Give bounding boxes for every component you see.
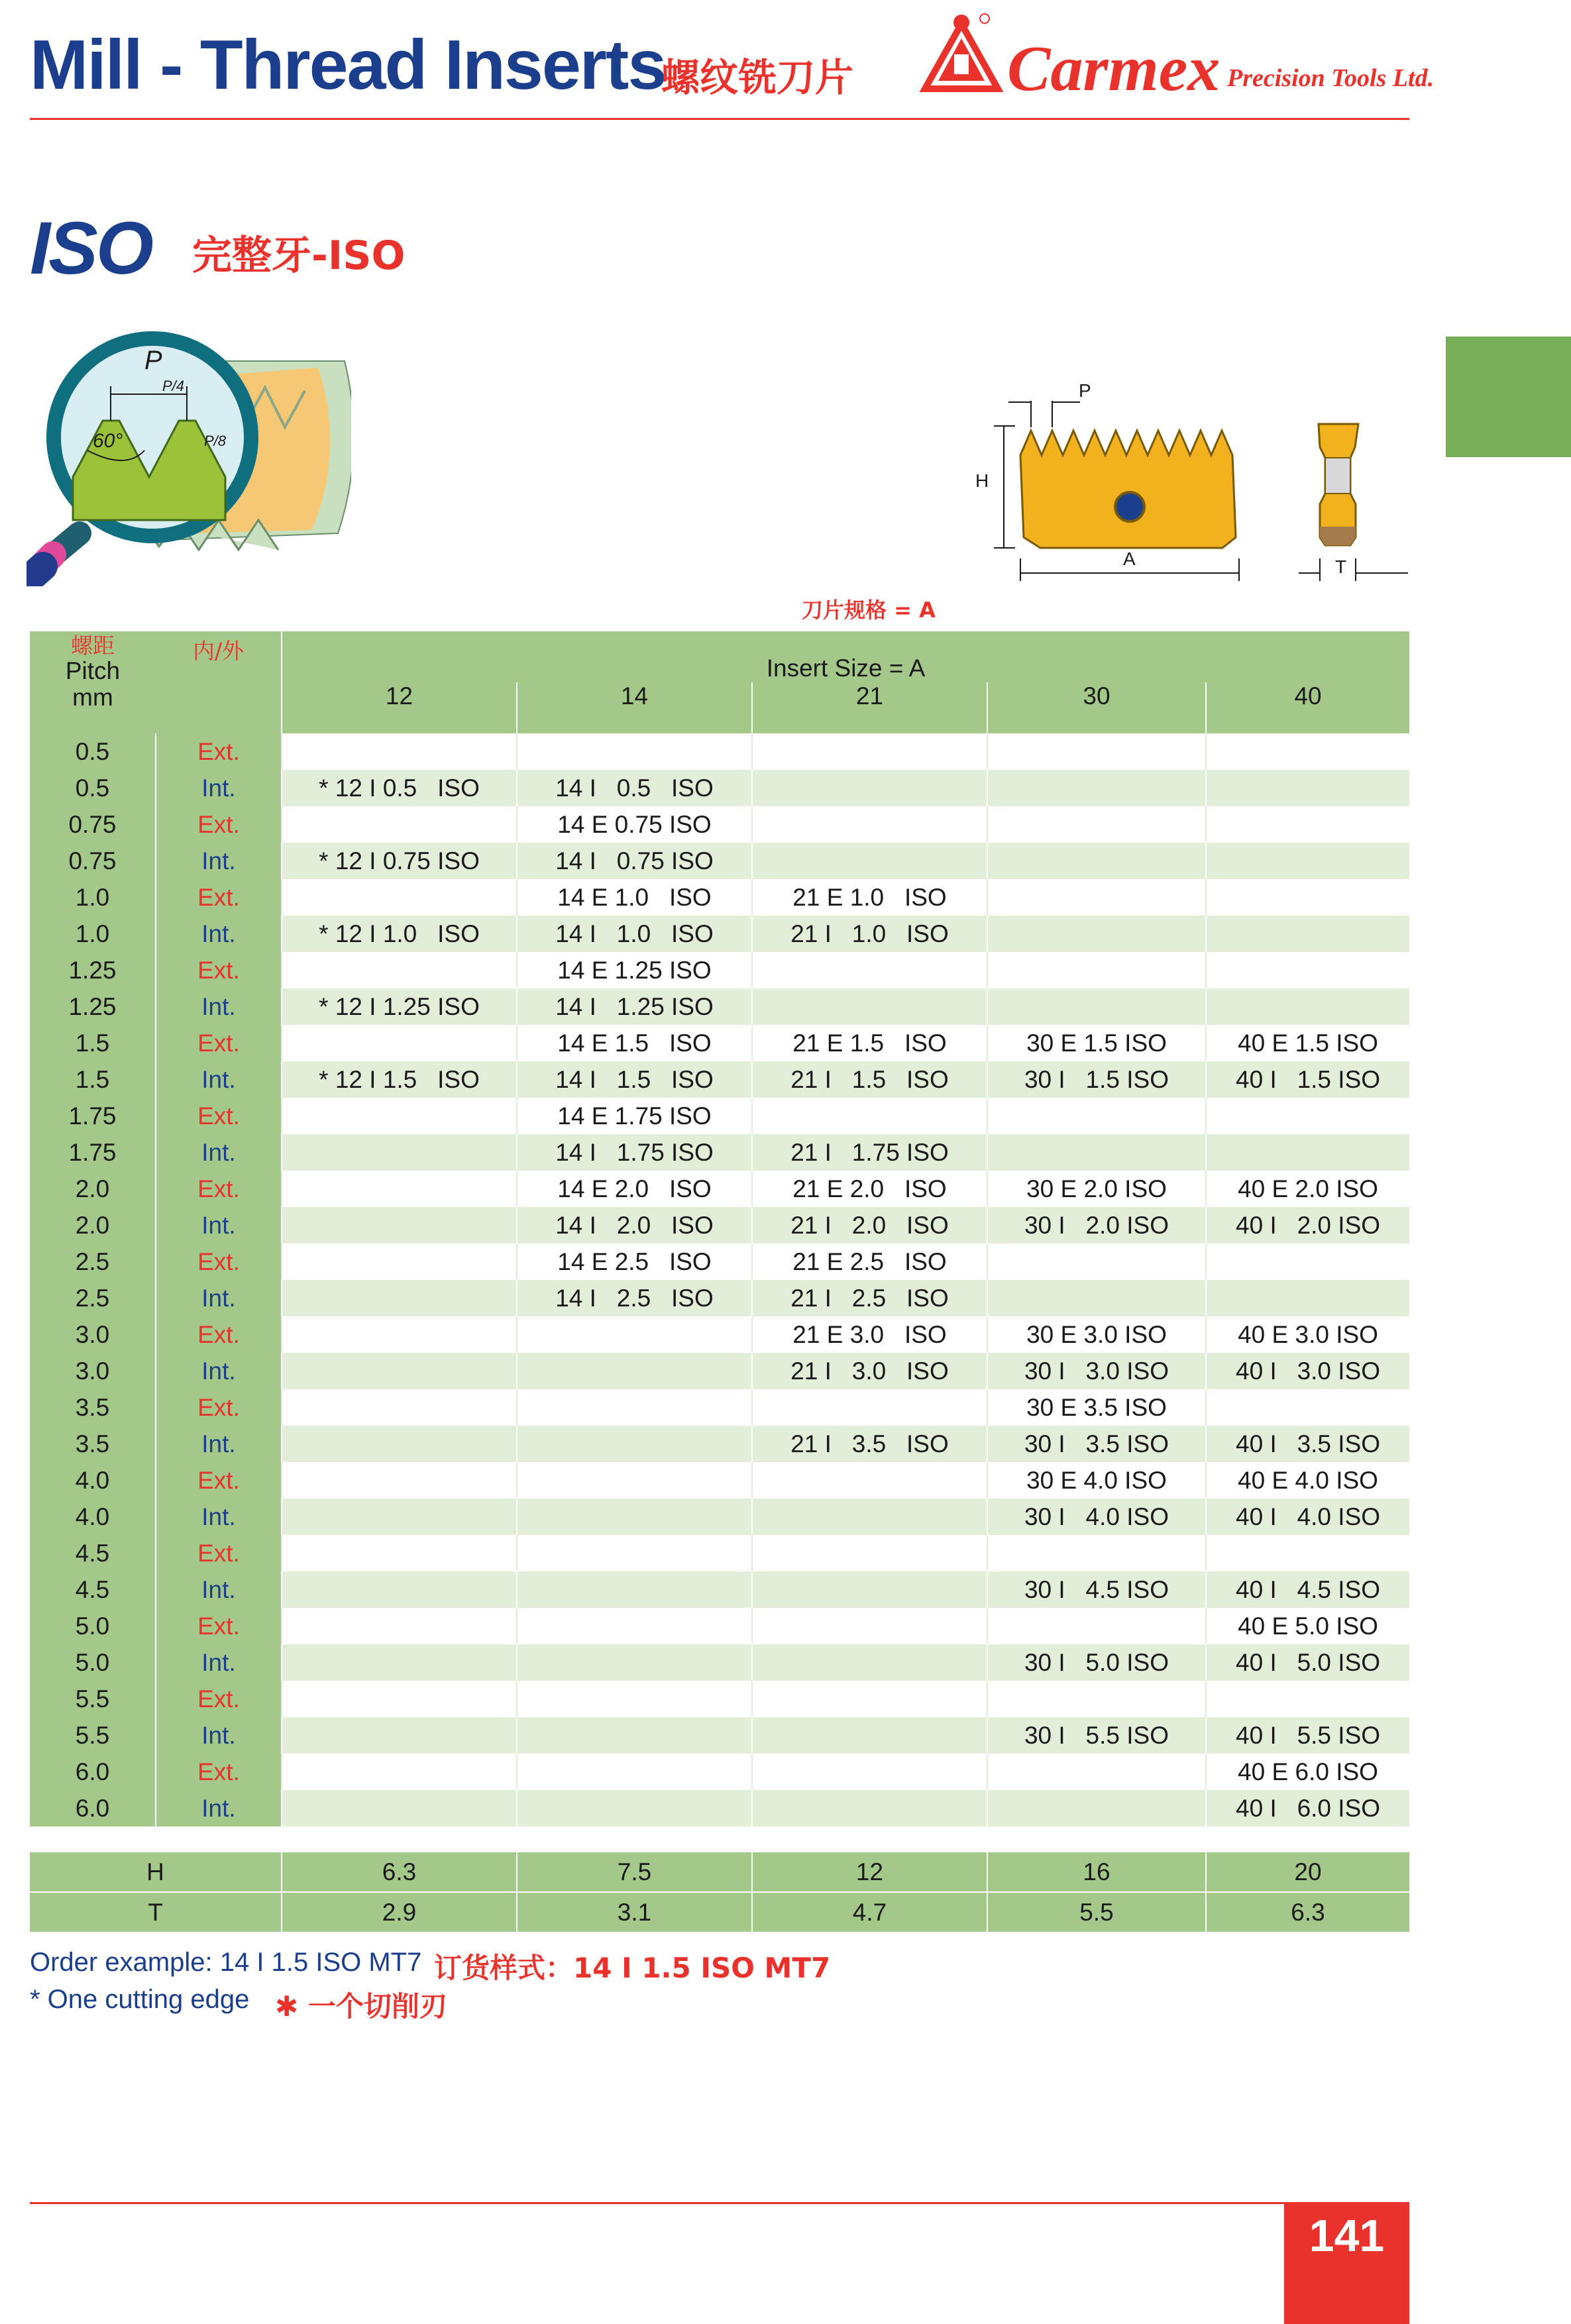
insert-size-col-21: 21 [752,682,987,733]
pitch-cell: 1.5 [30,1061,156,1098]
insert-code-cell [517,1681,752,1717]
insert-code-cell [752,806,987,843]
table-row [30,1207,1409,1243]
insert-code-cell [987,879,1206,916]
insert-code-cell: 40 I 3.5 ISO [1206,1426,1409,1462]
insert-code-cell [752,1389,987,1426]
insert-code-cell: 14 I 1.0 ISO [517,916,752,952]
type-cell: Int. [156,1353,282,1389]
t-value-cell: 2.9 [282,1892,517,1932]
insert-code-cell: 14 E 0.75 ISO [517,806,752,843]
type-cell: Int. [156,1571,282,1608]
insert-code-cell [517,1353,752,1389]
insert-code-cell: 40 I 5.0 ISO [1206,1644,1409,1681]
insert-code-cell: 21 I 1.5 ISO [752,1061,987,1098]
insert-code-cell [282,1499,517,1535]
insert-code-cell [517,1608,752,1644]
type-cell: Int. [156,1499,282,1535]
type-cell: Int. [156,1061,282,1098]
header-divider [30,118,1409,120]
insert-code-cell: 40 I 1.5 ISO [1206,1061,1409,1098]
type-cell: Ext. [156,733,282,770]
pitch-cell: 2.5 [30,1243,156,1280]
insert-code-cell: * 12 I 1.5 ISO [282,1061,517,1098]
insert-size-col-14: 14 [517,682,752,733]
insert-code-cell: * 12 I 0.5 ISO [282,770,517,806]
insert-code-cell [282,1717,517,1754]
t-row-label: T [30,1892,282,1932]
insert-code-cell: 14 I 1.25 ISO [517,988,752,1025]
insert-code-cell [1206,1389,1409,1426]
pitch-cell: 4.0 [30,1462,156,1499]
insert-code-cell: 14 I 1.5 ISO [517,1061,752,1098]
insert-code-cell [282,1426,517,1462]
insert-code-cell [987,916,1206,952]
insert-code-cell [1206,879,1409,916]
insert-code-cell: 30 E 4.0 ISO [987,1462,1206,1499]
table-row [30,1025,1409,1061]
insert-code-cell: 14 E 2.0 ISO [517,1171,752,1207]
thread-p8-label: P/8 [204,433,227,449]
pitch-cell: 2.0 [30,1207,156,1243]
insert-code-cell [987,1243,1206,1280]
insert-code-cell: * 12 I 1.0 ISO [282,916,517,952]
insert-code-cell [282,1243,517,1280]
t-value-cell: 3.1 [517,1892,752,1932]
pitch-cell: 0.5 [30,733,156,770]
insert-code-cell [987,1754,1206,1790]
insert-code-cell [1206,916,1409,952]
insert-code-cell [752,1790,987,1826]
insert-code-cell [1206,952,1409,988]
insert-code-cell: 21 E 2.0 ISO [752,1171,987,1207]
insert-code-cell [987,1134,1206,1171]
brand-name: Carmex [1007,33,1220,105]
thread-pitch-label: P [144,346,162,375]
insert-code-cell: 21 E 3.0 ISO [752,1316,987,1353]
insert-code-cell [1206,1280,1409,1316]
insert-code-cell [1206,1098,1409,1134]
insert-code-cell [282,1681,517,1717]
insert-code-cell [752,1608,987,1644]
table-row [30,1717,1409,1754]
insert-code-cell [282,1098,517,1134]
type-cell: Ext. [156,1025,282,1061]
pitch-cell: 6.0 [30,1790,156,1826]
insert-code-cell [1206,1535,1409,1571]
insert-size-label-cn: 刀片规格 = A [802,598,936,623]
insert-code-cell [752,1098,987,1134]
insert-code-cell [987,806,1206,843]
insert-code-cell: 30 I 4.0 ISO [987,1499,1206,1535]
insert-code-cell [752,1499,987,1535]
insert-code-cell [1206,1681,1409,1717]
insert-code-cell: 30 E 3.5 ISO [987,1389,1206,1426]
pitch-cell: 4.5 [30,1571,156,1608]
insert-size-col-12: 12 [282,682,517,733]
insert-code-cell [282,1280,517,1316]
table-row [30,1134,1409,1171]
insert-code-cell: 40 I 4.0 ISO [1206,1499,1409,1535]
brand-subtitle: Precision Tools Ltd. [1227,64,1435,92]
type-cell: Int. [156,770,282,806]
insert-code-cell [517,1535,752,1571]
type-cell: Ext. [156,1681,282,1717]
insert-code-cell [1206,770,1409,806]
insert-code-cell: 21 I 3.0 ISO [752,1353,987,1389]
section-title-cn: 完整牙-ISO [192,233,406,279]
t-value-cell: 6.3 [1206,1892,1409,1932]
insert-code-cell [282,1353,517,1389]
type-cell: Ext. [156,1535,282,1571]
pitch-cell: 3.5 [30,1389,156,1426]
type-cell: Int. [156,1717,282,1754]
insert-code-cell [517,1571,752,1608]
insert-code-cell [282,1754,517,1790]
table-row [30,1754,1409,1790]
type-cell: Ext. [156,879,282,916]
insert-code-cell [517,1644,752,1681]
type-cell: Int. [156,1790,282,1826]
insert-code-cell: 40 E 6.0 ISO [1206,1754,1409,1790]
insert-code-cell: 14 I 2.0 ISO [517,1207,752,1243]
insert-code-cell: 21 I 1.0 ISO [752,916,987,952]
insert-code-cell: 30 I 3.5 ISO [987,1426,1206,1462]
insert-code-cell: 21 I 2.0 ISO [752,1207,987,1243]
insert-code-cell [517,733,752,770]
insert-code-cell [1206,1134,1409,1171]
table-row [30,1061,1409,1098]
pitch-cell: 3.5 [30,1426,156,1462]
insert-code-cell [987,1790,1206,1826]
insert-code-cell [282,1608,517,1644]
insert-code-cell [752,770,987,806]
insert-code-cell [752,988,987,1025]
table-row [30,1389,1409,1426]
insert-code-cell: 30 I 3.0 ISO [987,1353,1206,1389]
insert-code-cell: 40 E 3.0 ISO [1206,1316,1409,1353]
type-cell: Int. [156,1207,282,1243]
type-cell: Ext. [156,1171,282,1207]
insert-code-cell: 40 E 4.0 ISO [1206,1462,1409,1499]
table-row [30,806,1409,843]
pitch-cell: 2.0 [30,1171,156,1207]
order-example-cn: 订货样式：14 I 1.5 ISO MT7 [434,1952,831,1984]
insert-a-label: A [1123,549,1136,569]
insert-code-cell: 14 I 0.5 ISO [517,770,752,806]
insert-p-label: P [1079,380,1091,401]
table-row [30,1280,1409,1316]
carmex-logo-icon [920,12,1003,93]
insert-code-cell: 40 I 4.5 ISO [1206,1571,1409,1608]
type-cell: Ext. [156,1316,282,1353]
insert-code-cell: 14 E 1.25 ISO [517,952,752,988]
insert-code-cell: 21 E 1.5 ISO [752,1025,987,1061]
insert-code-cell [517,1462,752,1499]
insert-code-cell: 14 I 2.5 ISO [517,1280,752,1316]
insert-code-cell: 14 E 1.5 ISO [517,1025,752,1061]
insert-code-cell [517,1499,752,1535]
insert-code-cell [987,843,1206,879]
page-title: Mill - Thread Inserts [30,26,666,104]
insert-code-cell [282,1790,517,1826]
page-title-cn: 螺纹铣刀片 [661,55,854,100]
insert-size-header: Insert Size = A [282,631,1409,682]
insert-code-cell [987,1681,1206,1717]
insert-code-cell: 40 E 5.0 ISO [1206,1608,1409,1644]
h-value-cell: 6.3 [282,1852,517,1892]
pitch-cell: 5.0 [30,1644,156,1681]
type-cell: Int. [156,1426,282,1462]
type-cell: Int. [156,1644,282,1681]
insert-code-cell: 30 E 3.0 ISO [987,1316,1206,1353]
insert-code-cell [282,1207,517,1243]
type-cell: Ext. [156,1462,282,1499]
table-row [30,1353,1409,1389]
pitch-cell: 5.5 [30,1717,156,1754]
insert-code-cell [752,1535,987,1571]
insert-code-cell [1206,988,1409,1025]
type-cell: Int. [156,1134,282,1171]
insert-code-cell [517,1717,752,1754]
thread-p4-label: P/4 [162,378,185,394]
insert-code-cell: 30 I 1.5 ISO [987,1061,1206,1098]
insert-code-cell [1206,1243,1409,1280]
insert-code-cell [1206,733,1409,770]
table-row [30,1171,1409,1207]
int-ext-header: 内/外 [156,631,282,733]
pitch-cell: 4.5 [30,1535,156,1571]
table-row [30,879,1409,916]
footer-divider [30,2202,1409,2204]
insert-code-cell [282,879,517,916]
insert-code-cell [987,1535,1206,1571]
insert-code-cell [987,952,1206,988]
table-row [30,1681,1409,1717]
table-row [30,916,1409,952]
table-row [30,1426,1409,1462]
one-cutting-edge-note: * One cutting edge [30,1985,250,2014]
insert-code-cell [987,770,1206,806]
table-row [30,1644,1409,1681]
insert-code-cell: 40 E 1.5 ISO [1206,1025,1409,1061]
pitch-cell: 1.5 [30,1025,156,1061]
pitch-cell: 1.0 [30,879,156,916]
table-row [30,1499,1409,1535]
insert-code-cell: 14 E 1.75 ISO [517,1098,752,1134]
table-row [30,1462,1409,1499]
insert-code-cell: 30 I 5.0 ISO [987,1644,1206,1681]
pitch-cell: 1.25 [30,988,156,1025]
insert-code-cell [282,1389,517,1426]
insert-code-cell [987,988,1206,1025]
insert-t-label: T [1335,556,1347,577]
insert-code-cell: 21 I 1.75 ISO [752,1134,987,1171]
insert-code-cell [987,1608,1206,1644]
insert-code-cell: 40 E 2.0 ISO [1206,1171,1409,1207]
thread-profile-illustration [27,321,351,586]
insert-code-cell [282,1025,517,1061]
insert-code-cell [752,1644,987,1681]
insert-code-cell: 14 E 2.5 ISO [517,1243,752,1280]
pitch-cell: 1.75 [30,1098,156,1134]
insert-code-cell: 30 I 4.5 ISO [987,1571,1206,1608]
pitch-cell: 3.0 [30,1316,156,1353]
type-cell: Int. [156,843,282,879]
insert-size-col-40: 40 [1206,682,1409,733]
insert-code-cell [517,1426,752,1462]
table-row [30,1098,1409,1134]
insert-code-cell [987,733,1206,770]
table-row [30,843,1409,879]
pitch-cell: 1.25 [30,952,156,988]
insert-code-cell [282,1571,517,1608]
insert-code-cell: 40 I 2.0 ISO [1206,1207,1409,1243]
insert-selection-table [30,631,1409,1826]
insert-h-label: H [975,470,989,491]
pitch-cell: 0.75 [30,843,156,879]
insert-code-cell [282,1134,517,1171]
type-cell: Int. [156,988,282,1025]
insert-code-cell [517,1389,752,1426]
pitch-cell: 6.0 [30,1754,156,1790]
table-row [30,1790,1409,1826]
pitch-cell: 1.75 [30,1134,156,1171]
type-cell: Ext. [156,1754,282,1790]
h-value-cell: 16 [987,1852,1206,1892]
insert-code-cell [752,843,987,879]
insert-size-col-30: 30 [987,682,1206,733]
insert-code-cell: 40 I 6.0 ISO [1206,1790,1409,1826]
insert-code-cell: 30 E 2.0 ISO [987,1171,1206,1207]
insert-code-cell [517,1316,752,1353]
insert-code-cell [752,1717,987,1754]
insert-code-cell [752,1681,987,1717]
insert-code-cell: 21 I 2.5 ISO [752,1280,987,1316]
h-value-cell: 12 [752,1852,987,1892]
table-row [30,770,1409,806]
insert-code-cell [282,1644,517,1681]
insert-code-cell: 30 I 2.0 ISO [987,1207,1206,1243]
pitch-cell: 0.75 [30,806,156,843]
insert-code-cell [752,1571,987,1608]
pitch-cell: 5.0 [30,1608,156,1644]
insert-code-cell [282,1316,517,1353]
table-row [30,1535,1409,1571]
type-cell: Ext. [156,952,282,988]
pitch-cell: 1.0 [30,916,156,952]
insert-code-cell [752,1754,987,1790]
insert-code-cell: * 12 I 0.75 ISO [282,843,517,879]
insert-code-cell: 14 I 1.75 ISO [517,1134,752,1171]
table-row [30,1243,1409,1280]
type-cell: Ext. [156,806,282,843]
insert-code-cell: 21 E 2.5 ISO [752,1243,987,1280]
table-row [30,952,1409,988]
insert-code-cell: 14 E 1.0 ISO [517,879,752,916]
type-cell: Ext. [156,1098,282,1134]
one-cutting-edge-note-cn: ✱ 一个切削刃 [275,1990,447,2023]
insert-code-cell [282,1462,517,1499]
section-tab-marker [1446,337,1571,457]
pitch-header: 螺距 Pitch mm [30,631,156,733]
insert-code-cell [1206,843,1409,879]
insert-code-cell: 21 E 1.0 ISO [752,879,987,916]
type-cell: Int. [156,1280,282,1316]
insert-code-cell: * 12 I 1.25 ISO [282,988,517,1025]
t-value-cell: 5.5 [987,1892,1206,1932]
table-row [30,988,1409,1025]
insert-code-cell [517,1790,752,1826]
h-value-cell: 20 [1206,1852,1409,1892]
t-value-cell: 4.7 [752,1892,987,1932]
thread-angle-label: 60° [93,430,123,452]
insert-code-cell [282,1171,517,1207]
insert-code-cell: 30 I 5.5 ISO [987,1717,1206,1754]
pitch-cell: 2.5 [30,1280,156,1316]
order-example: Order example: 14 I 1.5 ISO MT7 [30,1948,422,1977]
insert-code-cell [282,806,517,843]
insert-code-cell [282,733,517,770]
dimension-table [30,1852,1409,1932]
type-cell: Ext. [156,1243,282,1280]
table-row [30,1608,1409,1644]
insert-code-cell [1206,806,1409,843]
type-cell: Int. [156,916,282,952]
insert-code-cell [752,1462,987,1499]
insert-dimension-diagram [974,374,1418,590]
insert-code-cell [517,1754,752,1790]
section-title: ISO [30,207,152,290]
insert-code-cell [752,733,987,770]
insert-code-cell: 21 I 3.5 ISO [752,1426,987,1462]
type-cell: Ext. [156,1608,282,1644]
insert-code-cell: 40 I 3.0 ISO [1206,1353,1409,1389]
insert-code-cell: 14 I 0.75 ISO [517,843,752,879]
insert-code-cell: 30 E 1.5 ISO [987,1025,1206,1061]
pitch-cell: 5.5 [30,1681,156,1717]
insert-code-cell [987,1098,1206,1134]
table-row [30,1316,1409,1353]
insert-code-cell [282,952,517,988]
type-cell: Ext. [156,1389,282,1426]
table-row [30,1571,1409,1608]
pitch-cell: 3.0 [30,1353,156,1389]
h-row-label: H [30,1852,282,1892]
pitch-cell: 4.0 [30,1499,156,1535]
h-value-cell: 7.5 [517,1852,752,1892]
insert-code-cell [752,952,987,988]
insert-code-cell: 40 I 5.5 ISO [1206,1717,1409,1754]
page-number: 141 [1309,2211,1385,2261]
insert-code-cell [282,1535,517,1571]
pitch-cell: 0.5 [30,770,156,806]
insert-code-cell [987,1280,1206,1316]
table-row [30,733,1409,770]
